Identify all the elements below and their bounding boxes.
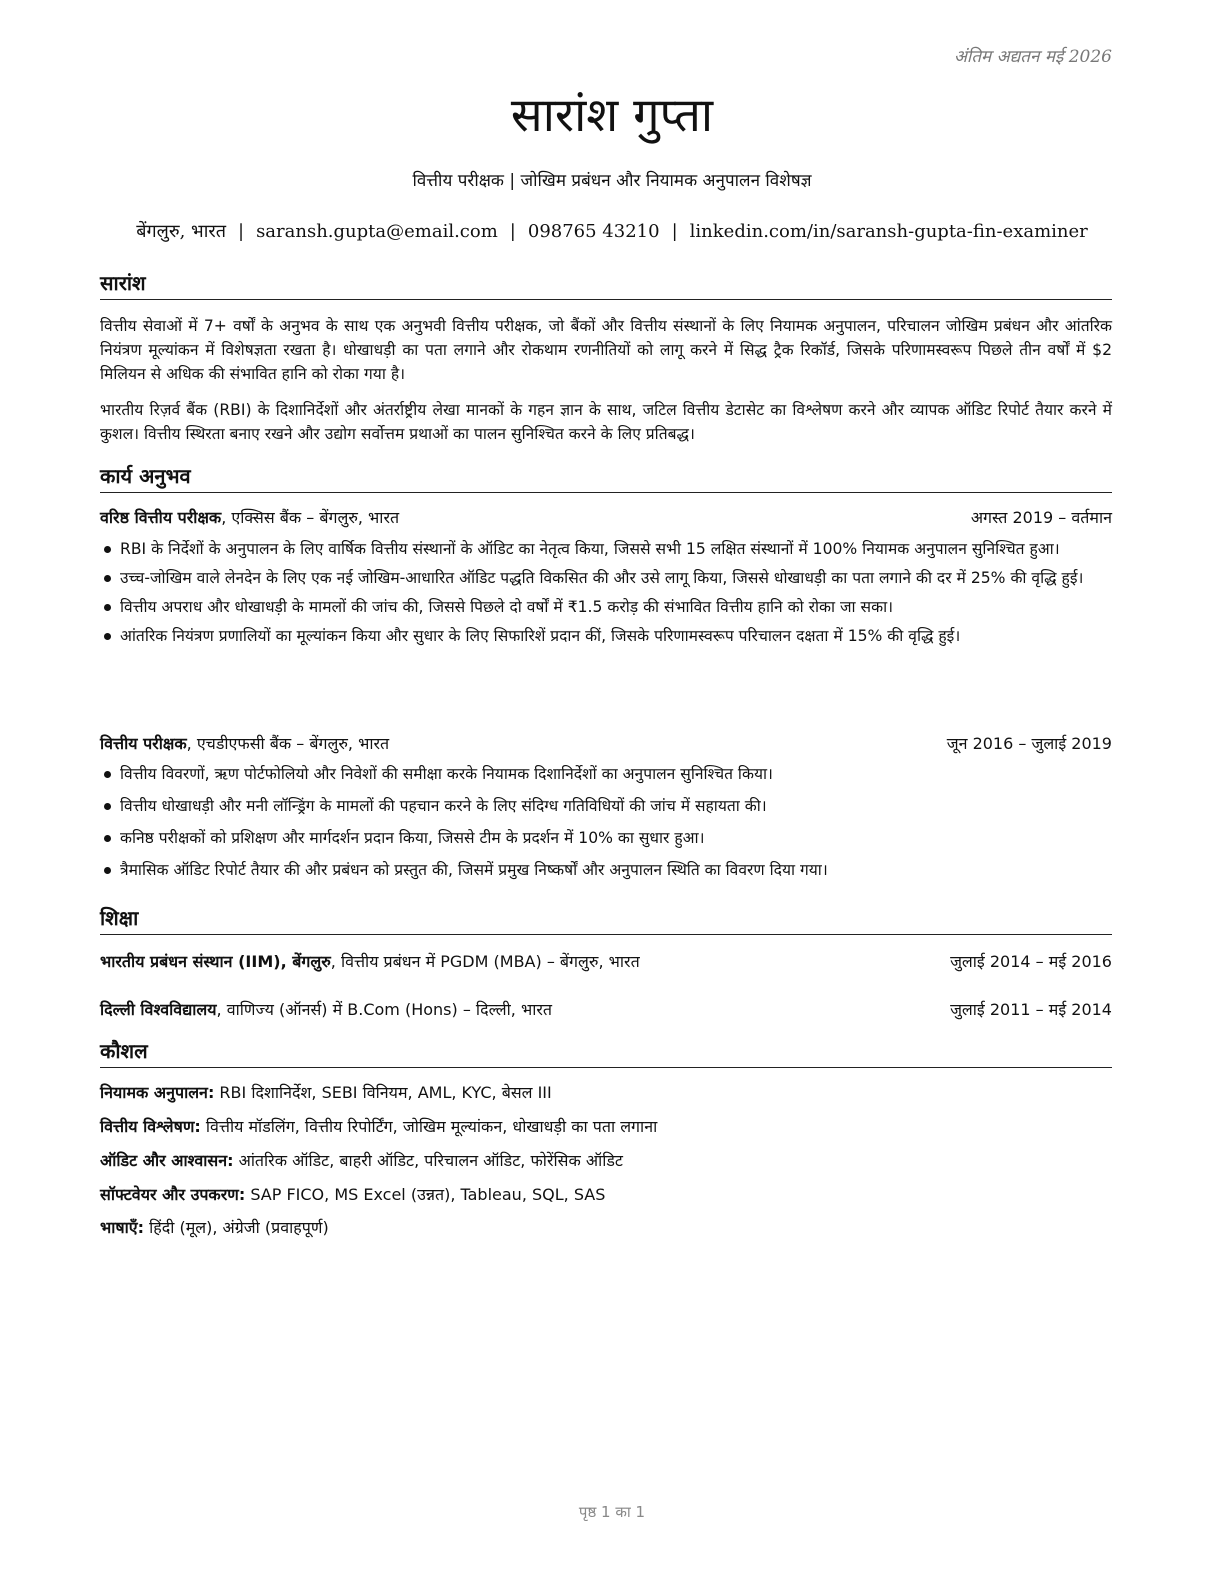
skill-row xyxy=(100,1116,1112,1138)
education-row xyxy=(100,951,1112,973)
list-item: वित्तीय धोखाधड़ी और मनी लॉन्ड्रिंग के मामलों की पहचान करने के लिए संदिग्ध गतिविधियों की जांच में सहायता की। xyxy=(100,794,1112,818)
skill-value: आंतरिक ऑडिट, बाहरी ऑडिट, परिचालन ऑडिट, फोरेंसिक ऑडिट xyxy=(233,1151,623,1170)
contact-linkedin[interactable]: linkedin.com/in/saransh-gupta-fin-examiner xyxy=(689,221,1088,242)
contact-phone: 098765 43210 xyxy=(527,221,660,242)
list-item: RBI के निर्देशों के अनुपालन के लिए वार्षिक वित्तीय संस्थानों के ऑडिट का नेतृत्व किया, जिससे सभी 15 लक्षित संस्थानों में 100% नियामक अनुपालन सुनिश्चित हुआ। xyxy=(100,537,1112,561)
list-item: त्रैमासिक ऑडिट रिपोर्ट तैयार की और प्रबंधन को प्रस्तुत की, जिसमें प्रमुख निष्कर्षों और अनुपालन स्थिति का विवरण दिया गया। xyxy=(100,858,1112,882)
skill-label: ऑडिट और आश्वासन: xyxy=(100,1151,234,1170)
skill-value: वित्तीय मॉडलिंग, वित्तीय रिपोर्टिंग, जोखिम मूल्यांकन, धोखाधड़ी का पता लगाना xyxy=(200,1117,658,1136)
contact-separator: | xyxy=(509,221,516,242)
education-dates: जुलाई 2014 – मई 2016 xyxy=(950,952,1112,971)
summary-paragraph: वित्तीय सेवाओं में 7+ वर्षों के अनुभव के साथ एक अनुभवी वित्तीय परीक्षक, जो बैंकों और वित्तीय संस्थानों के लिए नियामक अनुपालन, परिचालन जोखिम प्रबंधन और आंतरिक नियंत्रण मूल्यांकन में विशेषज्ञता रखता है। धोखाधड़ी का पता लगाने और रोकथाम रणनीतियों को लागू करने में सिद्ध ट्रैक रिकॉर्ड, जिसके परिणामस्वरूप पिछले तीन वर्षों में $2 मिलियन से अधिक की संभावित हानि को रोका गया है। xyxy=(100,317,1112,383)
list-item: आंतरिक नियंत्रण प्रणालियों का मूल्यांकन किया और सुधार के लिए सिफारिशें प्रदान कीं, जिसके परिणामस्वरूप परिचालन दक्षता में 15% की वृद्धि हुई। xyxy=(100,624,1112,648)
section-title-experience: कार्य अनुभव xyxy=(100,463,1112,493)
list-item: वित्तीय विवरणों, ऋण पोर्टफोलियो और निवेशों की समीक्षा करके नियामक दिशानिर्देशों का अनुपालन सुनिश्चित किया। xyxy=(100,762,1112,786)
last-updated: अंतिम अद्यतन मई 2026 xyxy=(953,47,1112,67)
job-dates: जून 2016 – जुलाई 2019 xyxy=(946,734,1112,753)
page-number: पृष्ठ 1 का 1 xyxy=(578,1503,646,1521)
contact-line xyxy=(0,219,1224,243)
section-title-summary: सारांश xyxy=(100,270,1112,300)
section-title-education: शिक्षा xyxy=(100,905,1112,935)
skill-row xyxy=(100,1082,1112,1104)
section-title-skills: कौशल xyxy=(100,1038,1112,1068)
education-degree: , वाणिज्य (ऑनर्स) में B.Com (Hons) – दिल्ली, भारत xyxy=(216,1000,553,1019)
skill-label: नियामक अनुपालन: xyxy=(100,1083,215,1102)
summary-paragraph: भारतीय रिज़र्व बैंक (RBI) के दिशानिर्देशों और अंतर्राष्ट्रीय लेखा मानकों के गहन ज्ञान के साथ, जटिल वित्तीय डेटासेट का विश्लेषण करने और व्यापक ऑडिट रिपोर्ट तैयार करने में कुशल। वित्तीय स्थिरता बनाए रखने और उद्योग सर्वोत्तम प्रथाओं का पालन सुनिश्चित करने के लिए प्रतिबद्ध। xyxy=(100,401,1112,443)
skill-row xyxy=(100,1217,1112,1239)
contact-separator: | xyxy=(671,221,678,242)
job-header xyxy=(100,507,1112,529)
education-row xyxy=(100,999,1112,1021)
list-item: उच्च-जोखिम वाले लेनदेन के लिए एक नई जोखिम-आधारित ऑडिट पद्धति विकसित की और उसे लागू किया, जिससे धोखाधड़ी का पता लगाने की दर में 25% की वृद्धि हुई। xyxy=(100,566,1112,590)
skill-value: SAP FICO, MS Excel (उन्नत), Tableau, SQL, SAS xyxy=(245,1185,606,1204)
job-bullets xyxy=(100,762,1112,882)
job-role: वित्तीय परीक्षक xyxy=(100,734,187,753)
contact-location: बेंगलुरु, भारत xyxy=(136,221,226,242)
education-school: भारतीय प्रबंधन संस्थान (IIM), बेंगलुरु xyxy=(100,952,331,971)
job-role: वरिष्ठ वित्तीय परीक्षक xyxy=(100,508,222,527)
list-item: वित्तीय अपराध और धोखाधड़ी के मामलों की जांच की, जिससे पिछले दो वर्षों में ₹1.5 करोड़ की संभावित वित्तीय हानि को रोका जा सका। xyxy=(100,595,1112,619)
candidate-name: सारांश गुप्ता xyxy=(510,88,714,143)
job-header xyxy=(100,733,1112,755)
job-bullets xyxy=(100,537,1112,648)
skill-label: भाषाएँ: xyxy=(100,1218,145,1237)
skill-value: RBI दिशानिर्देश, SEBI विनियम, AML, KYC, बेसल III xyxy=(214,1083,552,1102)
job-dates: अगस्त 2019 – वर्तमान xyxy=(970,508,1112,527)
education-degree: , वित्तीय प्रबंधन में PGDM (MBA) – बेंगलुरु, भारत xyxy=(330,952,640,971)
skill-row xyxy=(100,1150,1112,1172)
job-org: , एचडीएफसी बैंक – बेंगलुरु, भारत xyxy=(186,734,390,753)
skill-row xyxy=(100,1184,1112,1206)
headline: वित्तीय परीक्षक | जोखिम प्रबंधन और नियामक अनुपालन विशेषज्ञ xyxy=(412,171,812,191)
skill-value: हिंदी (मूल), अंग्रेजी (प्रवाहपूर्ण) xyxy=(144,1218,329,1237)
education-dates: जुलाई 2011 – मई 2014 xyxy=(950,1000,1112,1019)
contact-separator: | xyxy=(237,221,245,242)
contact-email[interactable]: saransh.gupta@email.com xyxy=(256,221,498,242)
skill-label: सॉफ्टवेयर और उपकरण: xyxy=(100,1185,246,1204)
list-item: कनिष्ठ परीक्षकों को प्रशिक्षण और मार्गदर्शन प्रदान किया, जिससे टीम के प्रदर्शन में 10% का सुधार हुआ। xyxy=(100,826,1112,850)
job-org: , एक्सिस बैंक – बेंगलुरु, भारत xyxy=(221,508,400,527)
education-school: दिल्ली विश्वविद्यालय xyxy=(100,1000,217,1019)
skill-label: वित्तीय विश्लेषण: xyxy=(100,1117,201,1136)
